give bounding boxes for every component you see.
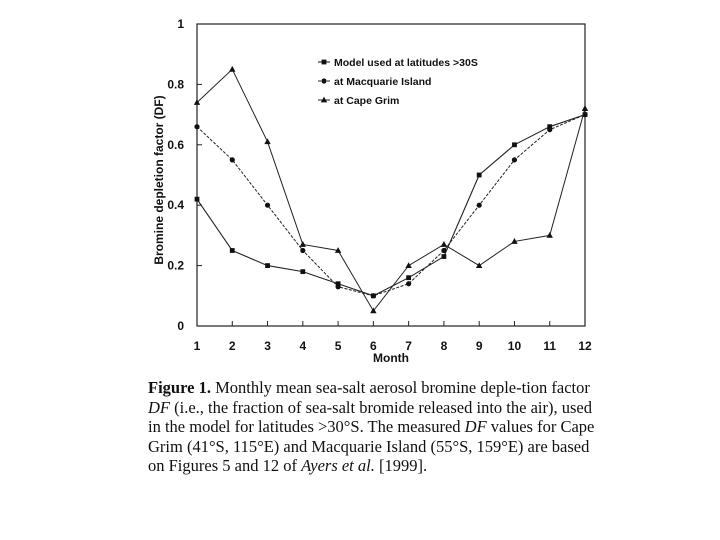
caption-text-1: Monthly mean sea-salt aerosol bromine deple-tion factor (210, 378, 590, 397)
series-square (195, 112, 588, 298)
data-point-circle (406, 281, 411, 286)
data-point-square (477, 173, 482, 178)
y-tick-label: 0 (177, 319, 184, 333)
x-tick-label: 6 (370, 339, 377, 353)
data-point-square (442, 254, 447, 259)
data-point-circle (335, 284, 340, 289)
data-point-triangle (441, 241, 447, 247)
x-tick-label: 5 (334, 339, 342, 353)
data-point-square (300, 269, 305, 274)
data-point-triangle (476, 262, 482, 268)
x-tick-label: 11 (543, 339, 557, 353)
legend (318, 57, 478, 107)
data-point-triangle (547, 232, 553, 238)
data-point-circle (230, 157, 235, 162)
data-point-triangle (405, 262, 411, 268)
y-axis-label: Bromine depletion factor (DF) (152, 95, 166, 265)
x-tick-label: 8 (440, 339, 448, 353)
x-tick-label: 10 (507, 339, 522, 353)
data-point-circle (547, 127, 552, 132)
series-line (197, 115, 585, 296)
data-point-circle (371, 293, 376, 298)
y-tick-label: 0.8 (167, 77, 184, 92)
data-point-square (322, 60, 327, 65)
data-point-circle (265, 203, 270, 208)
data-point-triangle (229, 66, 235, 72)
data-point-circle (512, 157, 517, 162)
caption-label: Figure 1. (148, 378, 211, 397)
legend-label: at Macquarie Island (334, 76, 432, 88)
x-tick-label: 2 (228, 339, 236, 353)
x-tick-label: 1 (193, 339, 201, 353)
data-point-square (230, 248, 235, 253)
series-circle (194, 112, 587, 298)
x-tick-label: 7 (405, 339, 412, 353)
x-tick-label: 3 (264, 339, 271, 353)
data-point-triangle (264, 138, 270, 144)
data-point-circle (194, 124, 199, 129)
data-point-triangle (582, 105, 588, 111)
legend-label: Model used at latitudes >30S (334, 57, 478, 69)
y-tick-label: 0.4 (167, 198, 184, 213)
data-point-circle (321, 78, 326, 83)
data-point-square (195, 197, 200, 202)
x-axis-label: Month (373, 351, 409, 365)
y-tick-label: 0.6 (167, 137, 184, 152)
data-point-square (265, 263, 270, 268)
caption-df-2: DF (464, 417, 487, 436)
figure-caption (148, 378, 598, 476)
y-tick-label: 0.2 (167, 258, 184, 273)
data-point-square (406, 275, 411, 280)
plot-frame (197, 24, 585, 326)
data-point-circle (441, 248, 446, 253)
data-point-triangle (300, 241, 306, 247)
data-point-circle (477, 203, 482, 208)
x-tick-label: 4 (299, 339, 307, 353)
caption-author: Ayers et al. (301, 456, 375, 475)
caption-df: DF (148, 397, 170, 417)
data-point-square (512, 142, 517, 147)
caption-text-2: (i.e., the fraction of sea-salt bromide released into the air), used in the model for latitudes >30°S. The measured (148, 397, 592, 436)
caption-text-4: [1999]. (374, 456, 428, 475)
x-tick-label: 9 (475, 339, 483, 353)
data-point-circle (300, 248, 305, 253)
caption-text-3: values for Cape Grim (41°S, 115°E) and Macquarie Island (55°S, 159°E) are based on Figures 5 and 12 of (148, 417, 595, 475)
y-tick-label: 1 (177, 17, 184, 31)
x-tick-label: 12 (578, 339, 592, 353)
legend-label: at Cape Grim (334, 95, 400, 107)
series-line (197, 115, 585, 296)
